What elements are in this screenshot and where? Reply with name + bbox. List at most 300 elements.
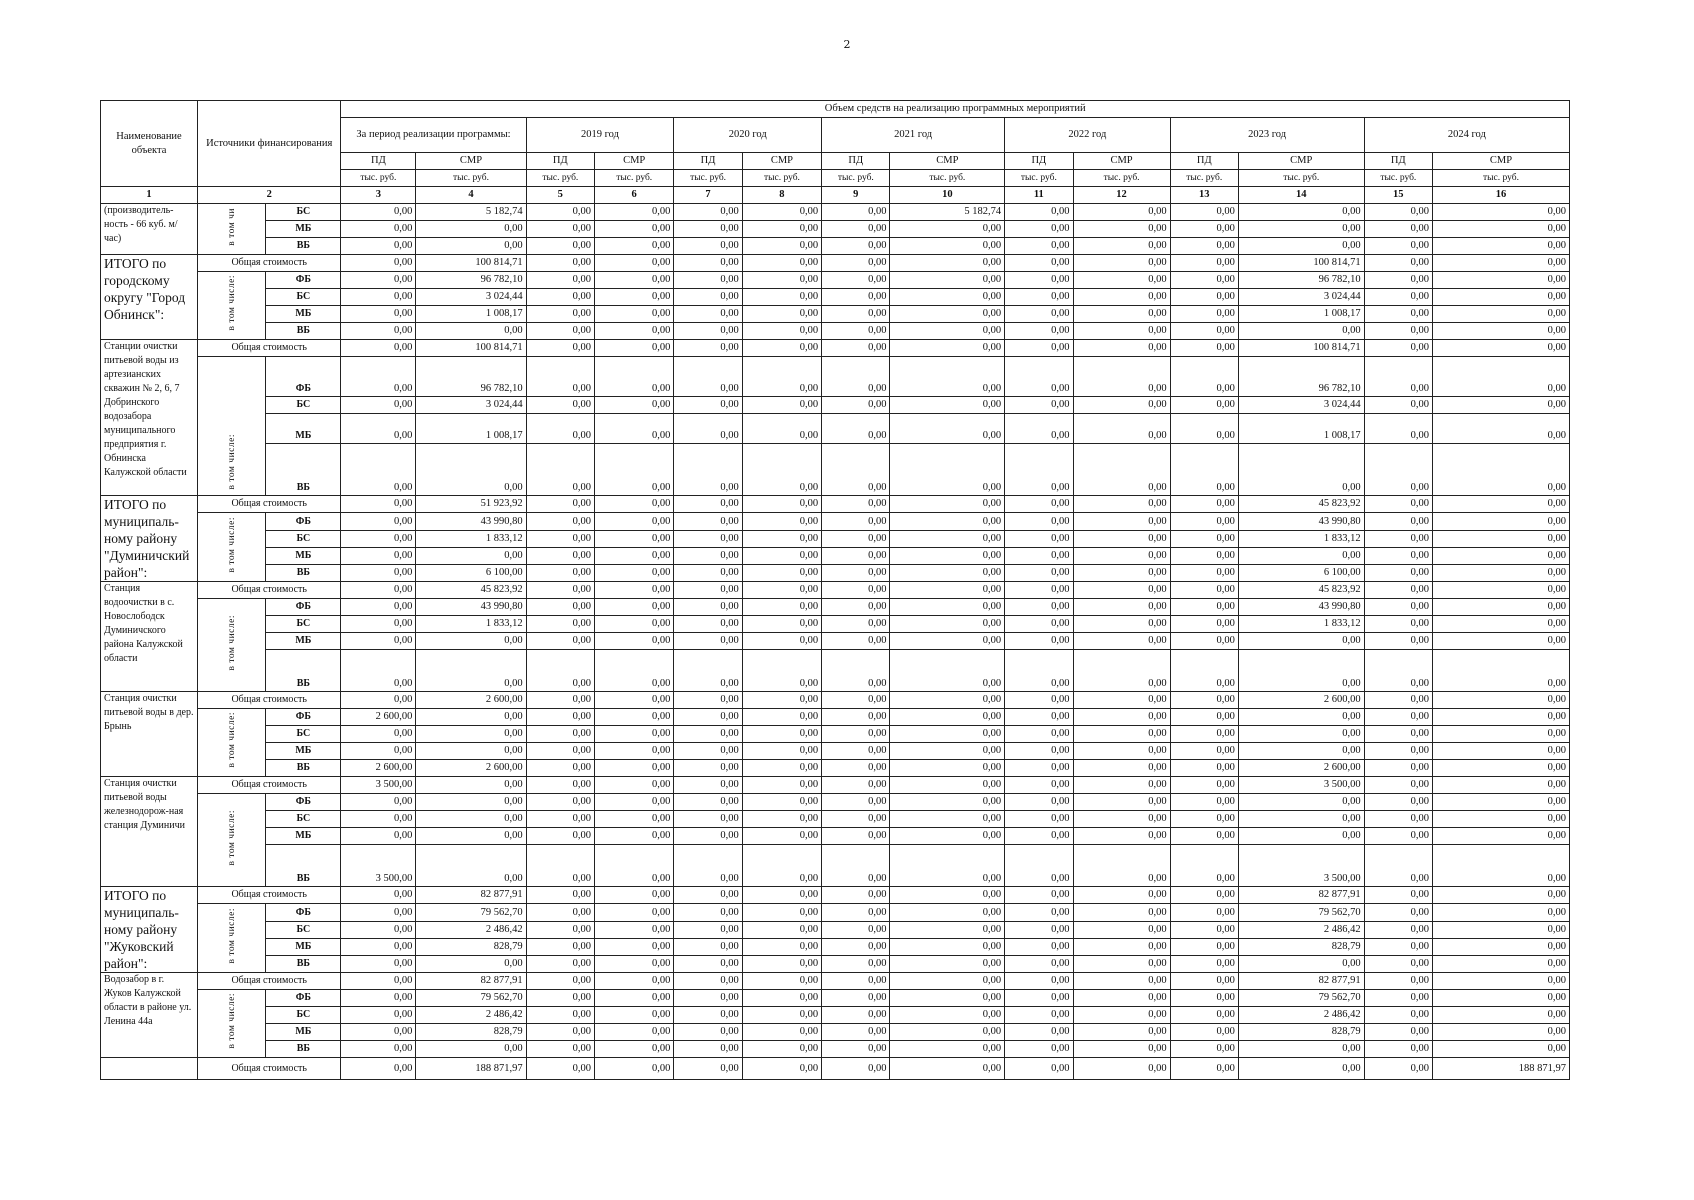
value-cell: 0,00 bbox=[1073, 306, 1170, 323]
header-unit: тыс. руб. bbox=[674, 170, 742, 187]
value-cell: 0,00 bbox=[890, 397, 1005, 414]
funding-source: БС bbox=[266, 811, 341, 828]
value-cell: 0,00 bbox=[1170, 990, 1238, 1007]
value-cell: 0,00 bbox=[1073, 323, 1170, 340]
funding-source: БС bbox=[266, 397, 341, 414]
value-cell: 0,00 bbox=[674, 513, 742, 531]
value-cell: 0,00 bbox=[1005, 272, 1073, 289]
value-cell: 0,00 bbox=[742, 513, 821, 531]
value-cell: 0,00 bbox=[742, 811, 821, 828]
value-cell: 2 486,42 bbox=[416, 1007, 526, 1024]
value-cell: 0,00 bbox=[1005, 828, 1073, 845]
value-cell: 0,00 bbox=[1005, 709, 1073, 726]
value-cell: 0,00 bbox=[341, 990, 416, 1007]
value-cell: 0,00 bbox=[890, 340, 1005, 357]
header-unit: тыс. руб. bbox=[1170, 170, 1238, 187]
value-cell: 0,00 bbox=[1170, 777, 1238, 794]
header-period: 2020 год bbox=[674, 118, 822, 153]
source-row bbox=[101, 743, 1570, 760]
value-cell: 0,00 bbox=[1364, 990, 1432, 1007]
value-cell: 0,00 bbox=[1005, 922, 1073, 939]
value-cell: 45 823,92 bbox=[1238, 496, 1364, 513]
including-label-text: в том числе: bbox=[226, 809, 237, 866]
value-cell: 0,00 bbox=[1432, 444, 1569, 496]
value-cell: 0,00 bbox=[742, 204, 821, 221]
funding-source: МБ bbox=[266, 743, 341, 760]
value-cell: 0,00 bbox=[1170, 599, 1238, 616]
source-row bbox=[101, 397, 1570, 414]
value-cell: 0,00 bbox=[526, 531, 594, 548]
value-cell: 0,00 bbox=[594, 397, 673, 414]
value-cell: 0,00 bbox=[890, 692, 1005, 709]
value-cell: 0,00 bbox=[1073, 845, 1170, 887]
value-cell: 0,00 bbox=[594, 922, 673, 939]
header-column-number: 10 bbox=[890, 187, 1005, 204]
value-cell: 0,00 bbox=[1005, 726, 1073, 743]
value-cell: 0,00 bbox=[822, 777, 890, 794]
total-row bbox=[101, 973, 1570, 990]
value-cell: 0,00 bbox=[1073, 922, 1170, 939]
value-cell: 0,00 bbox=[416, 811, 526, 828]
value-cell: 0,00 bbox=[674, 845, 742, 887]
value-cell: 0,00 bbox=[1170, 1041, 1238, 1058]
value-cell: 0,00 bbox=[1432, 289, 1569, 306]
value-cell: 82 877,91 bbox=[416, 887, 526, 904]
value-cell: 0,00 bbox=[742, 794, 821, 811]
value-cell: 0,00 bbox=[1364, 1024, 1432, 1041]
value-cell: 0,00 bbox=[341, 904, 416, 922]
value-cell: 0,00 bbox=[526, 548, 594, 565]
value-cell: 0,00 bbox=[594, 990, 673, 1007]
value-cell: 828,79 bbox=[1238, 939, 1364, 956]
value-cell: 0,00 bbox=[341, 973, 416, 990]
value-cell: 0,00 bbox=[1364, 845, 1432, 887]
value-cell: 0,00 bbox=[742, 582, 821, 599]
funding-source: МБ bbox=[266, 633, 341, 650]
value-cell: 0,00 bbox=[1432, 760, 1569, 777]
including-label bbox=[198, 709, 266, 777]
value-cell: 0,00 bbox=[1170, 1024, 1238, 1041]
value-cell: 0,00 bbox=[1170, 1007, 1238, 1024]
value-cell: 0,00 bbox=[594, 255, 673, 272]
header-column-number: 2 bbox=[198, 187, 341, 204]
funding-source: БС bbox=[266, 726, 341, 743]
value-cell: 0,00 bbox=[341, 513, 416, 531]
value-cell: 0,00 bbox=[1364, 777, 1432, 794]
value-cell: 0,00 bbox=[526, 922, 594, 939]
value-cell: 0,00 bbox=[416, 323, 526, 340]
value-cell: 0,00 bbox=[1432, 548, 1569, 565]
funding-source: ФБ bbox=[266, 513, 341, 531]
value-cell: 0,00 bbox=[822, 650, 890, 692]
value-cell: 6 100,00 bbox=[416, 565, 526, 582]
value-cell: 43 990,80 bbox=[1238, 513, 1364, 531]
value-cell: 0,00 bbox=[890, 531, 1005, 548]
value-cell: 0,00 bbox=[1073, 414, 1170, 444]
value-cell: 0,00 bbox=[1005, 811, 1073, 828]
value-cell: 0,00 bbox=[1073, 811, 1170, 828]
value-cell: 0,00 bbox=[822, 1058, 890, 1080]
source-row bbox=[101, 238, 1570, 255]
source-row bbox=[101, 414, 1570, 444]
source-row bbox=[101, 599, 1570, 616]
value-cell: 0,00 bbox=[822, 939, 890, 956]
value-cell: 0,00 bbox=[1432, 1024, 1569, 1041]
value-cell: 0,00 bbox=[341, 238, 416, 255]
value-cell: 0,00 bbox=[742, 397, 821, 414]
value-cell: 0,00 bbox=[742, 956, 821, 973]
value-cell: 45 823,92 bbox=[416, 582, 526, 599]
value-cell: 0,00 bbox=[742, 1024, 821, 1041]
value-cell: 0,00 bbox=[1364, 513, 1432, 531]
value-cell: 0,00 bbox=[1073, 887, 1170, 904]
value-cell: 51 923,92 bbox=[416, 496, 526, 513]
value-cell: 0,00 bbox=[822, 760, 890, 777]
source-row bbox=[101, 1024, 1570, 1041]
value-cell: 0,00 bbox=[742, 548, 821, 565]
value-cell: 0,00 bbox=[674, 289, 742, 306]
value-cell: 0,00 bbox=[594, 289, 673, 306]
value-cell: 0,00 bbox=[341, 939, 416, 956]
budget-table bbox=[100, 100, 1570, 1080]
value-cell: 0,00 bbox=[1432, 726, 1569, 743]
total-cost-label: Общая стоимость bbox=[198, 777, 341, 794]
value-cell: 0,00 bbox=[890, 939, 1005, 956]
value-cell: 100 814,71 bbox=[416, 255, 526, 272]
value-cell: 0,00 bbox=[1005, 238, 1073, 255]
value-cell: 0,00 bbox=[1432, 306, 1569, 323]
value-cell: 0,00 bbox=[1238, 221, 1364, 238]
value-cell: 0,00 bbox=[674, 616, 742, 633]
value-cell: 0,00 bbox=[526, 599, 594, 616]
value-cell: 0,00 bbox=[341, 794, 416, 811]
value-cell: 0,00 bbox=[526, 238, 594, 255]
including-label bbox=[198, 794, 266, 887]
value-cell: 0,00 bbox=[526, 828, 594, 845]
value-cell: 0,00 bbox=[594, 828, 673, 845]
value-cell: 0,00 bbox=[594, 1058, 673, 1080]
grand-total-row bbox=[101, 1058, 1570, 1080]
value-cell: 0,00 bbox=[674, 922, 742, 939]
header-smr: СМР bbox=[594, 153, 673, 170]
value-cell: 0,00 bbox=[1364, 904, 1432, 922]
value-cell: 0,00 bbox=[674, 582, 742, 599]
value-cell: 0,00 bbox=[822, 709, 890, 726]
source-row bbox=[101, 289, 1570, 306]
value-cell: 0,00 bbox=[674, 548, 742, 565]
value-cell: 0,00 bbox=[1170, 616, 1238, 633]
value-cell: 0,00 bbox=[1073, 692, 1170, 709]
value-cell: 2 600,00 bbox=[341, 760, 416, 777]
value-cell: 0,00 bbox=[526, 340, 594, 357]
value-cell: 0,00 bbox=[742, 777, 821, 794]
value-cell: 0,00 bbox=[594, 760, 673, 777]
value-cell: 0,00 bbox=[742, 828, 821, 845]
value-cell: 0,00 bbox=[1170, 939, 1238, 956]
value-cell: 0,00 bbox=[742, 357, 821, 397]
value-cell: 0,00 bbox=[890, 323, 1005, 340]
value-cell: 0,00 bbox=[1073, 513, 1170, 531]
value-cell: 0,00 bbox=[1238, 323, 1364, 340]
value-cell: 0,00 bbox=[1364, 221, 1432, 238]
value-cell: 0,00 bbox=[526, 444, 594, 496]
value-cell: 43 990,80 bbox=[416, 599, 526, 616]
value-cell: 0,00 bbox=[1073, 272, 1170, 289]
value-cell: 0,00 bbox=[1364, 272, 1432, 289]
value-cell: 0,00 bbox=[1364, 956, 1432, 973]
value-cell: 0,00 bbox=[890, 887, 1005, 904]
total-cost-label: Общая стоимость bbox=[198, 255, 341, 272]
including-label bbox=[198, 904, 266, 973]
value-cell: 0,00 bbox=[1364, 531, 1432, 548]
value-cell: 3 024,44 bbox=[1238, 397, 1364, 414]
page-number: 2 bbox=[843, 38, 851, 51]
header-smr: СМР bbox=[1073, 153, 1170, 170]
funding-source: ВБ bbox=[266, 760, 341, 777]
value-cell: 0,00 bbox=[1073, 956, 1170, 973]
value-cell: 0,00 bbox=[1170, 904, 1238, 922]
value-cell: 0,00 bbox=[1073, 650, 1170, 692]
value-cell: 0,00 bbox=[1364, 743, 1432, 760]
source-row bbox=[101, 531, 1570, 548]
value-cell: 0,00 bbox=[1432, 272, 1569, 289]
value-cell: 0,00 bbox=[1432, 922, 1569, 939]
value-cell: 0,00 bbox=[1170, 582, 1238, 599]
value-cell: 0,00 bbox=[742, 922, 821, 939]
value-cell: 0,00 bbox=[526, 811, 594, 828]
value-cell: 0,00 bbox=[1073, 1058, 1170, 1080]
value-cell: 0,00 bbox=[674, 397, 742, 414]
value-cell: 0,00 bbox=[526, 221, 594, 238]
value-cell: 0,00 bbox=[1170, 811, 1238, 828]
value-cell: 0,00 bbox=[742, 340, 821, 357]
value-cell: 0,00 bbox=[1170, 794, 1238, 811]
value-cell: 0,00 bbox=[822, 726, 890, 743]
value-cell: 0,00 bbox=[1364, 650, 1432, 692]
value-cell: 0,00 bbox=[822, 956, 890, 973]
value-cell: 0,00 bbox=[1073, 616, 1170, 633]
value-cell: 0,00 bbox=[1170, 323, 1238, 340]
value-cell: 0,00 bbox=[1238, 204, 1364, 221]
value-cell: 0,00 bbox=[674, 221, 742, 238]
value-cell: 0,00 bbox=[341, 887, 416, 904]
header-pd: ПД bbox=[1005, 153, 1073, 170]
value-cell: 0,00 bbox=[1364, 1041, 1432, 1058]
value-cell: 0,00 bbox=[526, 204, 594, 221]
value-cell: 0,00 bbox=[1432, 255, 1569, 272]
value-cell: 2 486,42 bbox=[1238, 922, 1364, 939]
value-cell: 100 814,71 bbox=[1238, 255, 1364, 272]
value-cell: 0,00 bbox=[890, 1007, 1005, 1024]
value-cell: 0,00 bbox=[1005, 599, 1073, 616]
value-cell: 0,00 bbox=[890, 255, 1005, 272]
value-cell: 1 008,17 bbox=[416, 414, 526, 444]
value-cell: 0,00 bbox=[1432, 204, 1569, 221]
value-cell: 0,00 bbox=[1170, 513, 1238, 531]
value-cell: 0,00 bbox=[822, 306, 890, 323]
value-cell: 0,00 bbox=[890, 709, 1005, 726]
value-cell: 0,00 bbox=[1432, 973, 1569, 990]
value-cell: 188 871,97 bbox=[1432, 1058, 1569, 1080]
value-cell: 0,00 bbox=[1432, 904, 1569, 922]
value-cell: 0,00 bbox=[341, 1007, 416, 1024]
value-cell: 0,00 bbox=[674, 904, 742, 922]
value-cell: 0,00 bbox=[1432, 692, 1569, 709]
value-cell: 0,00 bbox=[341, 323, 416, 340]
value-cell: 0,00 bbox=[742, 444, 821, 496]
including-label-text: в том числе: bbox=[226, 275, 237, 331]
value-cell: 0,00 bbox=[890, 238, 1005, 255]
value-cell: 0,00 bbox=[1005, 956, 1073, 973]
value-cell: 0,00 bbox=[526, 709, 594, 726]
value-cell: 0,00 bbox=[1005, 444, 1073, 496]
value-cell: 0,00 bbox=[1170, 726, 1238, 743]
value-cell: 0,00 bbox=[1073, 1024, 1170, 1041]
funding-source: ВБ bbox=[266, 956, 341, 973]
value-cell: 43 990,80 bbox=[416, 513, 526, 531]
value-cell: 0,00 bbox=[526, 956, 594, 973]
value-cell: 0,00 bbox=[1005, 306, 1073, 323]
value-cell: 188 871,97 bbox=[416, 1058, 526, 1080]
value-cell: 0,00 bbox=[742, 845, 821, 887]
including-label-text: в том числе: bbox=[226, 993, 237, 1049]
value-cell: 0,00 bbox=[1170, 760, 1238, 777]
header-unit: тыс. руб. bbox=[890, 170, 1005, 187]
value-cell: 0,00 bbox=[1432, 794, 1569, 811]
value-cell: 0,00 bbox=[890, 1058, 1005, 1080]
value-cell: 2 600,00 bbox=[1238, 760, 1364, 777]
header-unit: тыс. руб. bbox=[594, 170, 673, 187]
value-cell: 0,00 bbox=[1073, 340, 1170, 357]
value-cell: 0,00 bbox=[1073, 990, 1170, 1007]
value-cell: 0,00 bbox=[742, 1058, 821, 1080]
value-cell: 0,00 bbox=[1170, 565, 1238, 582]
value-cell: 0,00 bbox=[341, 306, 416, 323]
grand-total-name bbox=[101, 1058, 198, 1080]
funding-source: ВБ bbox=[266, 845, 341, 887]
value-cell: 0,00 bbox=[1170, 709, 1238, 726]
including-label-text: в том числе: bbox=[226, 907, 237, 964]
header-unit: тыс. руб. bbox=[822, 170, 890, 187]
value-cell: 0,00 bbox=[1432, 828, 1569, 845]
value-cell: 0,00 bbox=[822, 887, 890, 904]
including-label bbox=[198, 599, 266, 692]
header-smr: СМР bbox=[1432, 153, 1569, 170]
source-row bbox=[101, 760, 1570, 777]
source-row bbox=[101, 1007, 1570, 1024]
total-row bbox=[101, 496, 1570, 513]
value-cell: 0,00 bbox=[1073, 973, 1170, 990]
value-cell: 0,00 bbox=[822, 904, 890, 922]
value-cell: 0,00 bbox=[822, 743, 890, 760]
value-cell: 0,00 bbox=[526, 323, 594, 340]
value-cell: 0,00 bbox=[890, 221, 1005, 238]
value-cell: 0,00 bbox=[674, 692, 742, 709]
value-cell: 0,00 bbox=[674, 1007, 742, 1024]
value-cell: 828,79 bbox=[416, 1024, 526, 1041]
value-cell: 0,00 bbox=[822, 811, 890, 828]
header-unit: тыс. руб. bbox=[1432, 170, 1569, 187]
value-cell: 0,00 bbox=[890, 289, 1005, 306]
source-row bbox=[101, 616, 1570, 633]
header-pd: ПД bbox=[1364, 153, 1432, 170]
value-cell: 0,00 bbox=[1170, 845, 1238, 887]
value-cell: 0,00 bbox=[1073, 357, 1170, 397]
value-cell: 0,00 bbox=[416, 709, 526, 726]
funding-source: ФБ bbox=[266, 357, 341, 397]
value-cell: 0,00 bbox=[742, 709, 821, 726]
source-row bbox=[101, 444, 1570, 496]
header-unit: тыс. руб. bbox=[1005, 170, 1073, 187]
value-cell: 0,00 bbox=[890, 548, 1005, 565]
value-cell: 3 500,00 bbox=[341, 845, 416, 887]
header-smr: СМР bbox=[742, 153, 821, 170]
value-cell: 0,00 bbox=[1238, 633, 1364, 650]
value-cell: 0,00 bbox=[341, 1058, 416, 1080]
value-cell: 0,00 bbox=[1073, 726, 1170, 743]
value-cell: 0,00 bbox=[1170, 397, 1238, 414]
value-cell: 0,00 bbox=[1005, 777, 1073, 794]
value-cell: 0,00 bbox=[822, 444, 890, 496]
value-cell: 0,00 bbox=[526, 582, 594, 599]
value-cell: 0,00 bbox=[1170, 496, 1238, 513]
value-cell: 0,00 bbox=[822, 289, 890, 306]
value-cell: 0,00 bbox=[526, 496, 594, 513]
value-cell: 0,00 bbox=[742, 743, 821, 760]
value-cell: 96 782,10 bbox=[1238, 272, 1364, 289]
value-cell: 0,00 bbox=[341, 743, 416, 760]
value-cell: 0,00 bbox=[890, 633, 1005, 650]
source-row bbox=[101, 272, 1570, 289]
value-cell: 0,00 bbox=[822, 255, 890, 272]
value-cell: 0,00 bbox=[594, 633, 673, 650]
section-total-title: ИТОГО по муниципаль-ному району "Думиничский район": bbox=[101, 496, 198, 582]
value-cell: 0,00 bbox=[1238, 444, 1364, 496]
value-cell: 0,00 bbox=[341, 496, 416, 513]
value-cell: 0,00 bbox=[822, 565, 890, 582]
value-cell: 0,00 bbox=[822, 692, 890, 709]
value-cell: 82 877,91 bbox=[1238, 973, 1364, 990]
value-cell: 0,00 bbox=[1170, 922, 1238, 939]
value-cell: 0,00 bbox=[1073, 939, 1170, 956]
value-cell: 0,00 bbox=[1073, 565, 1170, 582]
value-cell: 0,00 bbox=[1432, 1007, 1569, 1024]
value-cell: 0,00 bbox=[594, 956, 673, 973]
header-column-number: 4 bbox=[416, 187, 526, 204]
value-cell: 0,00 bbox=[1432, 777, 1569, 794]
value-cell: 0,00 bbox=[526, 1007, 594, 1024]
value-cell: 0,00 bbox=[890, 973, 1005, 990]
value-cell: 0,00 bbox=[1073, 548, 1170, 565]
value-cell: 0,00 bbox=[1170, 1058, 1238, 1080]
header-period: 2021 год bbox=[822, 118, 1005, 153]
header-period: 2019 год bbox=[526, 118, 674, 153]
value-cell: 0,00 bbox=[526, 397, 594, 414]
header-period: 2023 год bbox=[1170, 118, 1364, 153]
value-cell: 0,00 bbox=[822, 1024, 890, 1041]
value-cell: 0,00 bbox=[594, 548, 673, 565]
source-row bbox=[101, 939, 1570, 956]
value-cell: 0,00 bbox=[674, 414, 742, 444]
value-cell: 0,00 bbox=[1073, 794, 1170, 811]
value-cell: 0,00 bbox=[416, 726, 526, 743]
value-cell: 0,00 bbox=[890, 811, 1005, 828]
value-cell: 0,00 bbox=[674, 340, 742, 357]
value-cell: 0,00 bbox=[1364, 811, 1432, 828]
value-cell: 0,00 bbox=[890, 513, 1005, 531]
value-cell: 0,00 bbox=[822, 496, 890, 513]
value-cell: 828,79 bbox=[416, 939, 526, 956]
